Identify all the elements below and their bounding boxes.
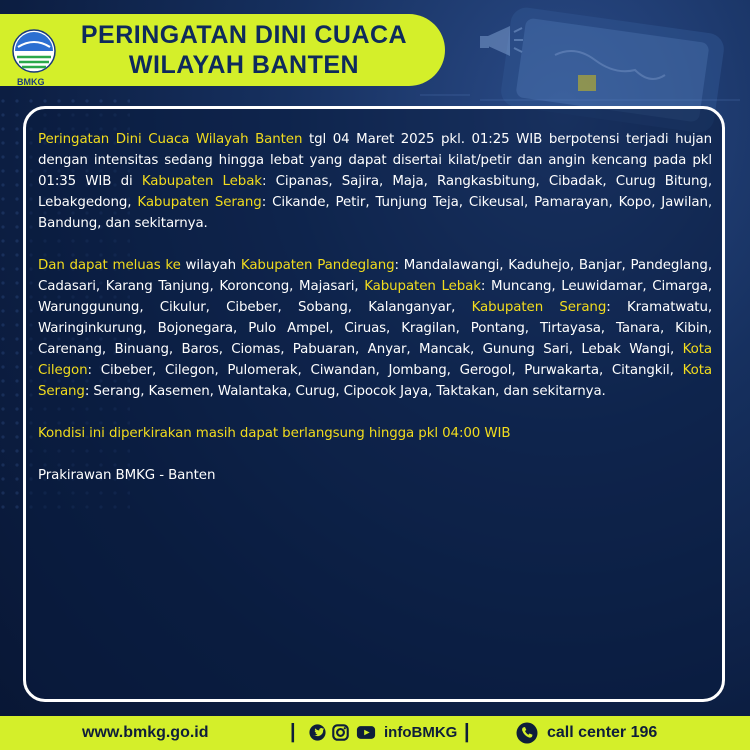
- region-label: Kabupaten Serang: [137, 195, 262, 210]
- region-label: Kota Cilegon: [38, 342, 712, 378]
- website-link[interactable]: www.bmkg.go.id: [82, 724, 209, 741]
- twitter-icon[interactable]: [309, 724, 326, 741]
- text-span: : Serang, Kasemen, Walantaka, Curug, Cipocok Jaya, Taktakan, dan sekitarnya.: [84, 384, 606, 399]
- region-label: Kabupaten Lebak: [364, 279, 481, 294]
- text-span: : Cibeber, Cilegon, Pulomerak, Ciwandan, Jombang, Gerogol, Purwakarta, Citangkil,: [87, 363, 683, 378]
- text-span: wilayah: [180, 258, 241, 273]
- phone-icon: [516, 722, 538, 744]
- paragraph-duration: Kondisi ini diperkirakan masih dapat berlangsung hingga pkl 04:00 WIB: [38, 426, 511, 441]
- paragraph-expansion: [38, 255, 712, 402]
- text-span: : Kramatwatu, Waringinkurung, Bojonegara, Pulo Ampel, Ciruas, Kragilan, Pontang, Tirtayasa, Tanara, Kibin, Carenang, Binuang, Baros, Ciomas, Pabuaran, Anyar, Mancak, Gunung Sari, Lebak Wangi,: [38, 300, 712, 357]
- expansion-label: Dan dapat meluas ke: [38, 258, 181, 273]
- footer-bar: [0, 716, 750, 750]
- text-span: : Cipanas, Sajira, Maja, Rangkasbitung, Cibadak, Curug Bitung, Lebakgedong,: [38, 174, 712, 210]
- footer-separator: |: [290, 721, 296, 743]
- region-label: Kota Serang: [38, 363, 712, 399]
- social-handle[interactable]: infoBMKG: [384, 724, 458, 741]
- title-line-2: WILAYAH BANTEN: [128, 51, 360, 79]
- page-title: [64, 20, 424, 80]
- paragraph-warning: [38, 129, 712, 234]
- call-center-text[interactable]: call center 196: [547, 724, 658, 741]
- region-label: Kabupaten Serang: [471, 300, 607, 315]
- text-span: : Muncang, Leuwidamar, Cimarga, Warunggunung, Cikulur, Cibeber, Sobang, Kalanganyar,: [38, 279, 712, 315]
- text-span: : Mandalawangi, Kaduhejo, Banjar, Pandeglang, Cadasari, Karang Tanjung, Koroncong, Majasari,: [38, 258, 712, 294]
- paragraph-forecaster: Prakirawan BMKG - Banten: [38, 468, 216, 483]
- text-span: : Cikande, Petir, Tunjung Teja, Cikeusal, Pamarayan, Kopo, Jawilan, Bandung, dan sekitarnya.: [38, 195, 713, 231]
- logo-text: BMKG: [17, 77, 45, 87]
- header-banner: [0, 14, 445, 86]
- title-line-1: PERINGATAN DINI CUACA: [80, 21, 408, 49]
- warning-title-text: Peringatan Dini Cuaca Wilayah Banten: [38, 132, 303, 147]
- text-span: tgl 04 Maret 2025 pkl. 01:25 WIB berpotensi terjadi hujan dengan intensitas sedang hingga lebat yang dapat disertai kilat/petir dan angin kencang pada pkl 01:35 WIB di: [38, 132, 712, 189]
- region-label: Kabupaten Pandeglang: [240, 258, 395, 273]
- youtube-icon[interactable]: [356, 724, 376, 741]
- footer-separator: |: [464, 721, 470, 743]
- region-label: Kabupaten Lebak: [141, 174, 262, 189]
- instagram-icon[interactable]: [332, 724, 349, 741]
- warning-content-card: [23, 106, 725, 702]
